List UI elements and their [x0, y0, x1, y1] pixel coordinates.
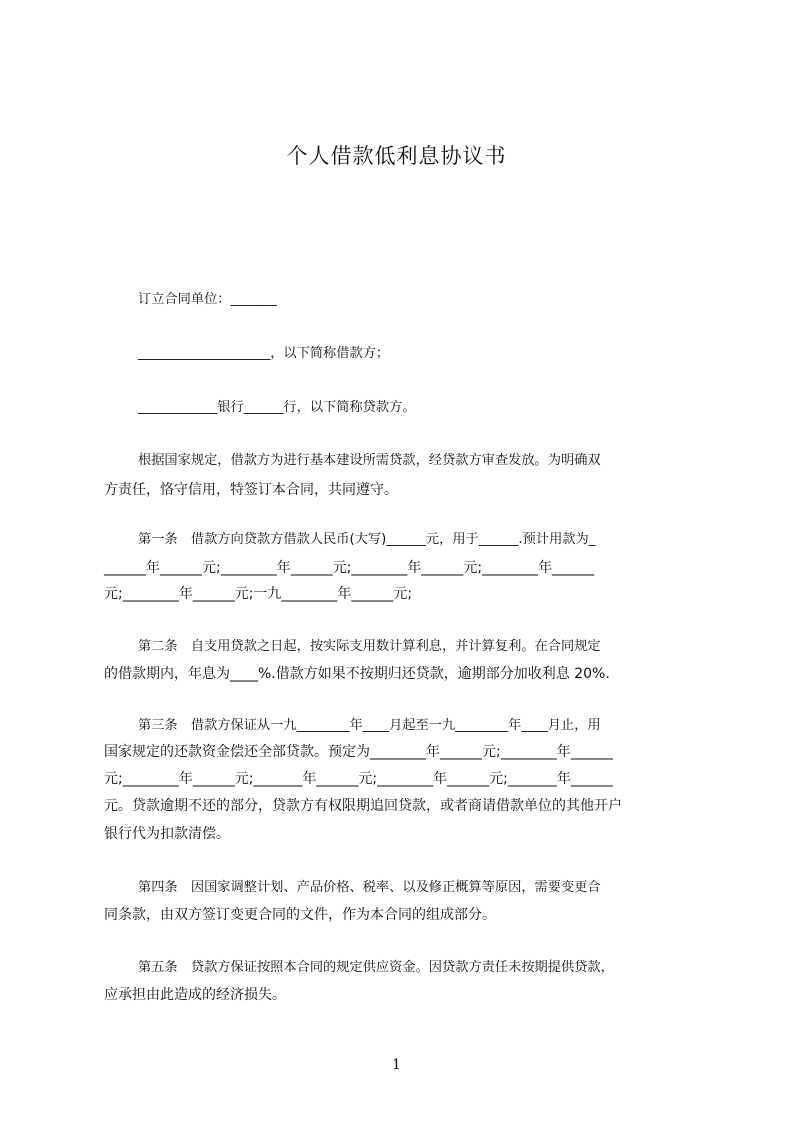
article-3-line-3: 元;________年______元;_______年______元;________年______元;_______年______ [104, 771, 613, 787]
intro-line-1: 根据国家规定，借款方为进行基本建设所需贷款，经贷款方审查发放。为明确双 [138, 453, 601, 468]
header-line-lender: ____________银行______行，以下简称贷款方。 [138, 400, 416, 415]
header-line-contract-unit: 订立合同单位：_______ [138, 292, 277, 307]
article-4-line-1: 第四条 因国家调整计划、产品价格、税率、以及修正概算等原因，需要变更合 [138, 880, 601, 895]
article-5-line-1: 第五条 贷款方保证按照本合同的规定供应资金。因贷款方责任未按期提供贷款， [138, 960, 614, 975]
article-2-line-1: 第二条 自支用贷款之日起，按实际支用数计算利息，并计算复利。在合同规定 [138, 639, 601, 654]
intro-line-2: 方责任，恪守信用，特签订本合同，共同遵守。 [104, 482, 398, 498]
article-3-line-2: 国家规定的还款资金偿还全部贷款。预定为________年______元;________年______ [104, 744, 613, 760]
document-title: 个人借款低利息协议书 [286, 144, 507, 168]
article-1-line-3: 元;________年______元;一九________年______元; [104, 586, 413, 602]
page-number: 1 [392, 1057, 401, 1073]
article-3-line-4: 元。贷款逾期不还的部分，贷款方有权限期追回贷款，或者商请借款单位的其他开户 [104, 798, 622, 814]
article-4-line-2: 同条款，由双方签订变更合同的文件，作为本合同的组成部分。 [104, 907, 496, 923]
article-1-line-2: ______年______元;________年______元;________年______元;________年______ [104, 560, 595, 576]
article-3-line-1: 第三条 借款方保证从一九________年____月起至一九________年____月止，用 [138, 718, 601, 733]
article-1-line-1: 第一条 借款方向贷款方借款人民币(大写)______元，用于______.预计用款为_ [138, 532, 596, 547]
header-line-borrower: ____________________，以下简称借款方； [138, 346, 390, 361]
article-5-line-2: 应承担由此造成的经济损失。 [104, 987, 286, 1003]
article-2-line-2: 的借款期内，年息为____%.借款方如果不按期归还贷款，逾期部分加收利息 20%. [104, 666, 610, 682]
article-3-line-5: 银行代为扣款清偿。 [104, 826, 230, 842]
